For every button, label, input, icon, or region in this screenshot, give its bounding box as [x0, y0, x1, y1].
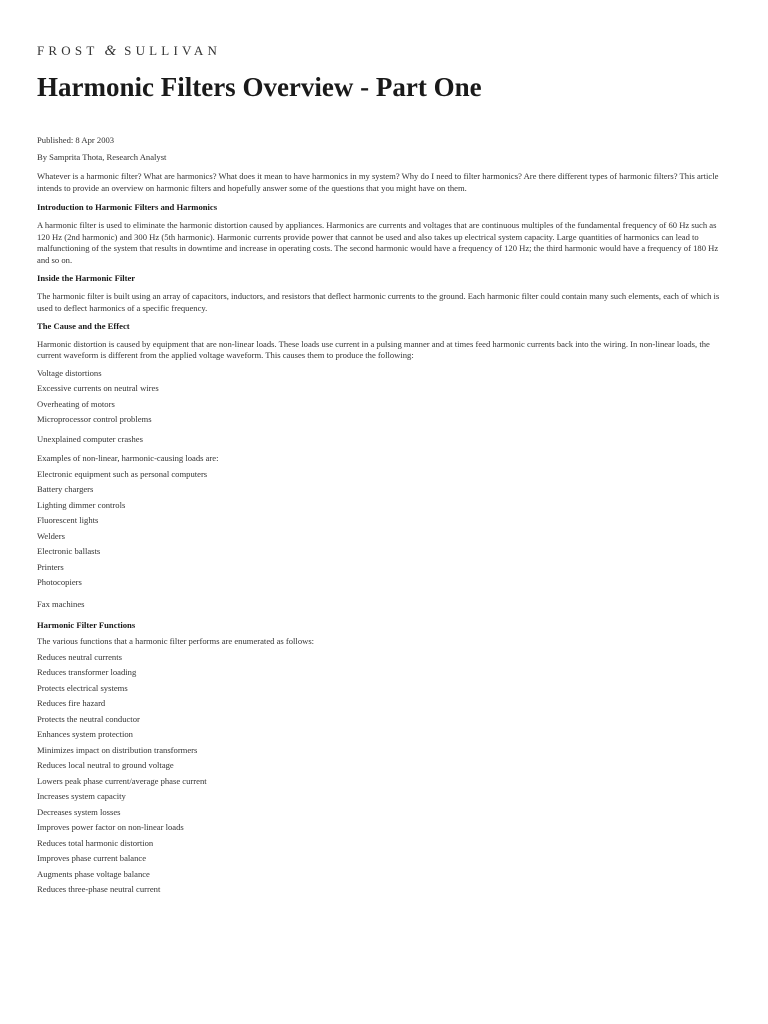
- section-heading-cause: The Cause and the Effect: [37, 321, 130, 332]
- list-item: Improves power factor on non-linear loads: [37, 822, 184, 832]
- section-intro-body: A harmonic filter is used to eliminate the harmonic distortion caused by appliances. Harmonics are currents and voltages that are continuous multiples of the fundamental frequency of 60 Hz such as 120 Hz (2nd harmonic) and 300 Hz (5th harmonic). Harmonic currents provide power that cannot be used and also takes up electrical system capacity. Large quantities of harmonics can lead to malfunctioning of the system that results in downtime and increase in operating costs. The second harmonic would have a frequency of 120 Hz; the third harmonic would have a frequency of 180 Hz and so on.: [37, 219, 719, 265]
- list-item: Fluorescent lights: [37, 515, 99, 526]
- functions-list: [37, 652, 729, 900]
- list-item: Fax machines: [37, 598, 85, 609]
- list-item: Electronic ballasts: [37, 546, 101, 557]
- brand-logo: [37, 43, 221, 60]
- section-cause-body: Harmonic distortion is caused by equipment that are non-linear loads. These loads use current in a pulsing manner and at times feed harmonic currents back into the wiring. In non-linear loads, the current waveform is different from the applied voltage waveform. This causes them to produce the following:: [37, 338, 710, 361]
- list-item: Battery chargers: [37, 484, 94, 495]
- brand-left: FROST: [37, 43, 99, 58]
- examples-intro: Examples of non-linear, harmonic-causing loads are:: [37, 453, 219, 464]
- list-item: Improves phase current balance: [37, 853, 147, 863]
- section-heading-inside: Inside the Harmonic Filter: [37, 273, 136, 284]
- list-item: Unexplained computer crashes: [37, 433, 143, 444]
- list-item: Excessive currents on neutral wires: [37, 383, 159, 394]
- intro-paragraph: Whatever is a harmonic filter? What are harmonics? What does it mean to have harmonics in my system? Why do I need to filter harmonics? Are there different types of harmonic filters? This article intends to provide an overview on harmonic filters and hopefully answer some of the questions that you might have on them.: [37, 171, 719, 193]
- list-item: Protects electrical systems: [37, 682, 128, 693]
- list-item: Enhances system protection: [37, 729, 133, 739]
- list-item: Reduces three-phase neutral current: [37, 884, 161, 894]
- list-item: Printers: [37, 561, 64, 572]
- list-item: Decreases system losses: [37, 806, 121, 817]
- list-item: Reduces transformer loading: [37, 667, 137, 677]
- brand-ampersand: &: [104, 43, 117, 59]
- list-item: Lowers peak phase current/average phase current: [37, 775, 207, 786]
- section-heading-functions: Harmonic Filter Functions: [37, 620, 136, 631]
- page-title: Harmonic Filters Overview - Part One: [37, 72, 482, 102]
- effects-list: [37, 368, 729, 430]
- published-date: Published: 8 Apr 2003: [37, 135, 115, 145]
- section-heading-intro: Introduction to Harmonic Filters and Harmonics: [37, 202, 218, 213]
- list-item: Minimizes impact on distribution transformers: [37, 744, 198, 755]
- list-item: Lighting dimmer controls: [37, 499, 126, 510]
- article-body: [37, 135, 729, 900]
- list-item: Electronic equipment such as personal computers: [37, 468, 208, 479]
- list-item: Reduces neutral currents: [37, 651, 122, 662]
- list-item: Increases system capacity: [37, 791, 126, 801]
- list-item: Reduces fire hazard: [37, 698, 106, 708]
- list-item: Voltage distortions: [37, 367, 102, 378]
- examples-list: [37, 469, 729, 593]
- list-item: Welders: [37, 530, 65, 541]
- brand-right: SULLIVAN: [124, 43, 222, 58]
- list-item: Overheating of motors: [37, 398, 115, 409]
- functions-intro: The various functions that a harmonic filter performs are enumerated as follows:: [37, 636, 315, 646]
- section-inside-body: The harmonic filter is built using an array of capacitors, inductors, and resistors that deflect harmonic currents to the ground. Each harmonic filter could contain many such elements, each of which is used to deflect harmonics of a specific frequency.: [37, 290, 720, 313]
- list-item: Reduces local neutral to ground voltage: [37, 760, 174, 770]
- list-item: Augments phase voltage balance: [37, 868, 150, 879]
- byline: By Samprita Thota, Research Analyst: [37, 151, 167, 162]
- list-item: Microprocessor control problems: [37, 414, 152, 425]
- list-item: Photocopiers: [37, 577, 82, 588]
- list-item: Reduces total harmonic distortion: [37, 837, 154, 848]
- list-item: Protects the neutral conductor: [37, 713, 140, 724]
